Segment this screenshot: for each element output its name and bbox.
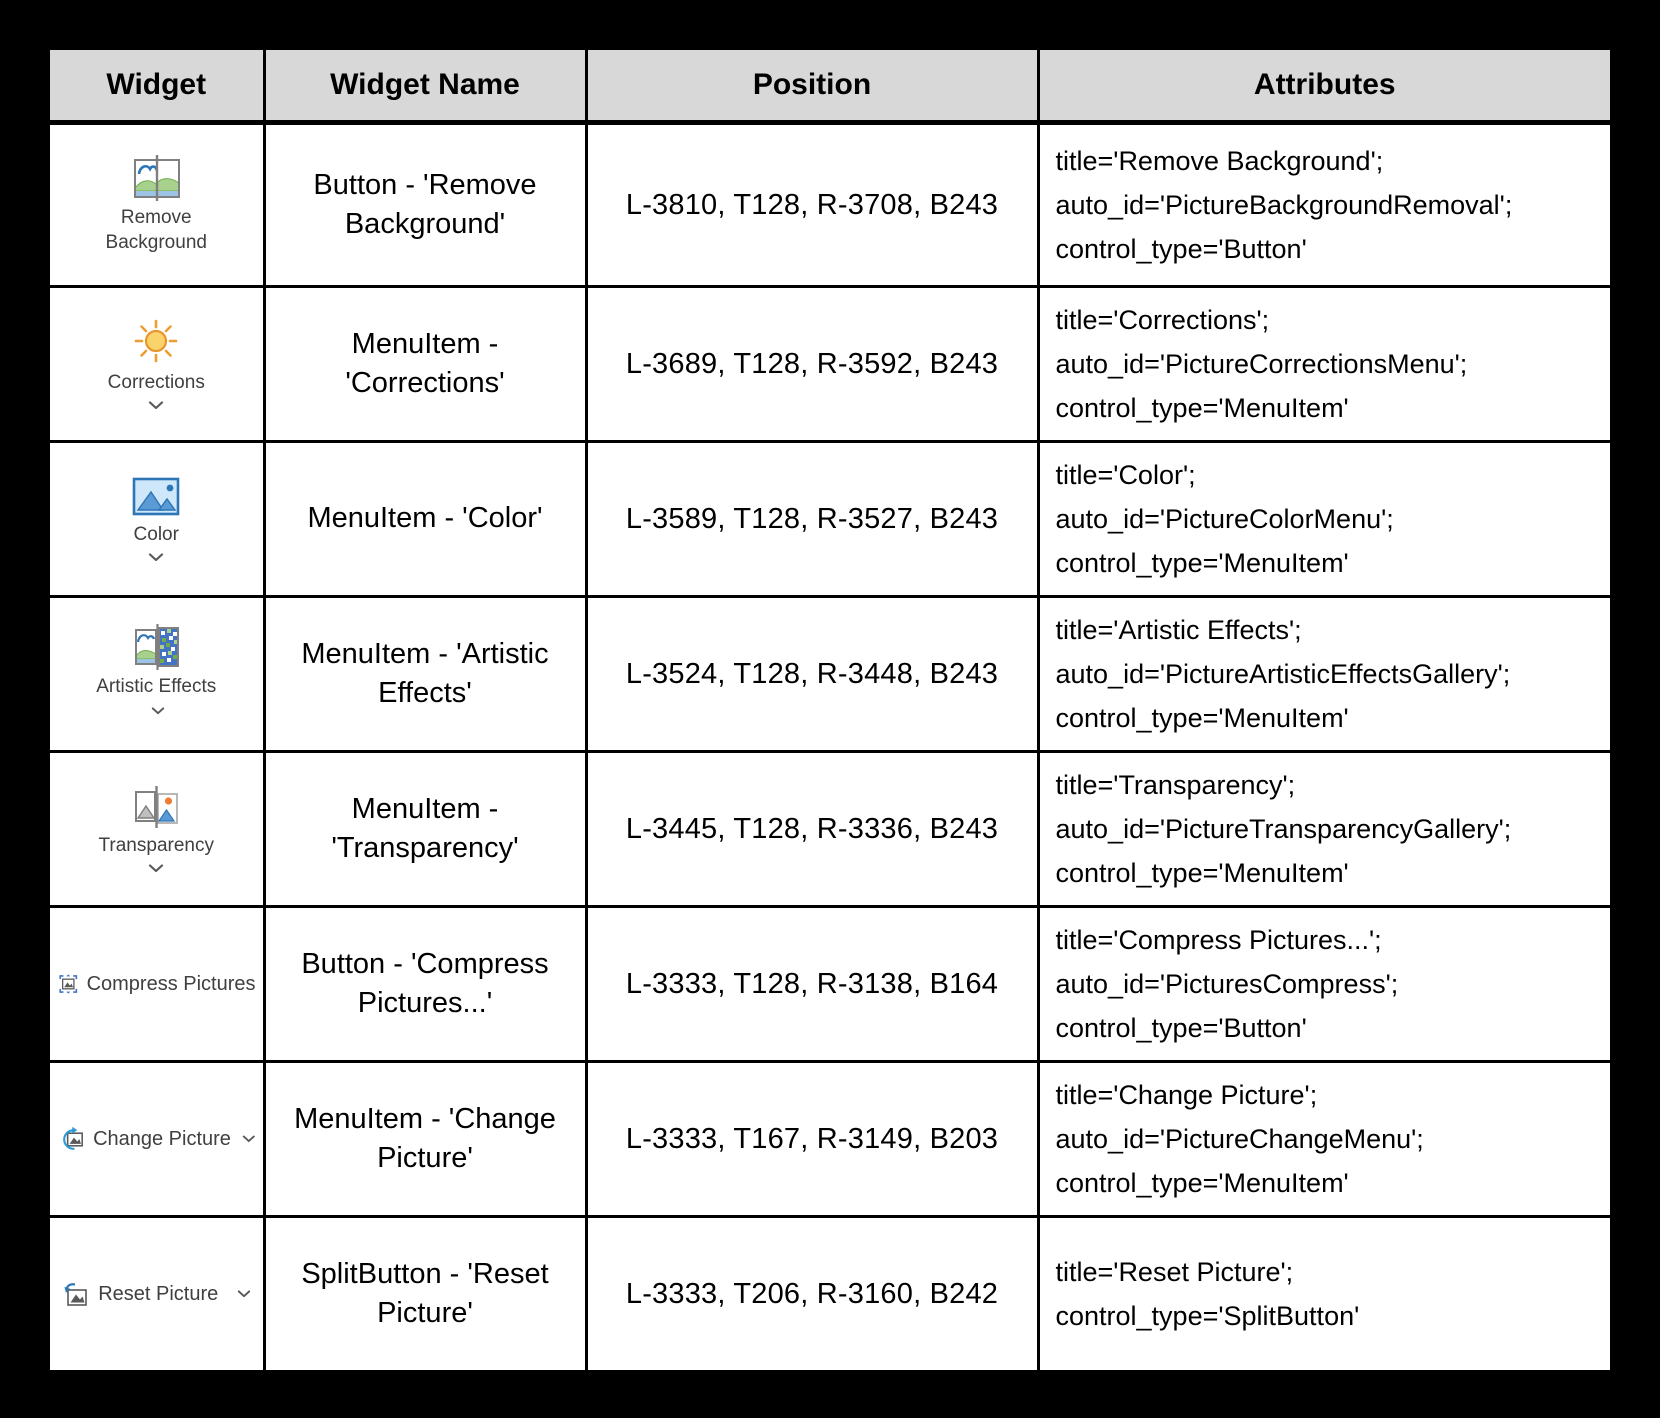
table-row xyxy=(47,907,1613,1062)
widget-cell xyxy=(47,1062,264,1217)
attributes-cell xyxy=(1038,1217,1613,1374)
widget-icon-label: Color xyxy=(133,524,179,546)
widget-name-cell: MenuItem - 'Color' xyxy=(264,442,586,597)
table-row xyxy=(47,287,1613,442)
widget-documentation-table xyxy=(44,44,1616,1376)
position-cell: L-3333, T128, R-3138, B164 xyxy=(586,907,1038,1062)
table-row xyxy=(47,1062,1613,1217)
header-widget: Widget xyxy=(47,47,264,123)
position-cell: L-3445, T128, R-3336, B243 xyxy=(586,752,1038,907)
widget-name-cell: Button - 'Compress Pictures...' xyxy=(264,907,586,1062)
table-row xyxy=(47,442,1613,597)
color-picture-icon xyxy=(130,476,182,518)
header-widget-name: Widget Name xyxy=(264,47,586,123)
attribute-control-type: control_type='MenuItem' xyxy=(1055,393,1349,423)
artistic-effects-icon xyxy=(129,624,183,670)
remove-background-icon xyxy=(129,155,183,201)
widget-cell xyxy=(47,442,264,597)
position-cell: L-3333, T206, R-3160, B242 xyxy=(586,1217,1038,1374)
attribute-control-type: control_type='MenuItem' xyxy=(1055,1168,1349,1198)
chevron-down-icon xyxy=(148,864,164,873)
attribute-auto-id: auto_id='PictureCorrectionsMenu'; xyxy=(1055,349,1468,379)
widget-cell xyxy=(47,597,264,752)
position-cell: L-3333, T167, R-3149, B203 xyxy=(586,1062,1038,1217)
widget-name-cell: MenuItem - 'Change Picture' xyxy=(264,1062,586,1217)
widget-icon-label: Compress Pictures xyxy=(86,972,256,995)
widget-icon-label: Reset Picture xyxy=(98,1282,219,1305)
transparency-icon xyxy=(130,785,182,829)
attributes-cell xyxy=(1038,442,1613,597)
header-position: Position xyxy=(586,47,1038,123)
attribute-title: title='Corrections'; xyxy=(1055,305,1270,335)
attribute-auto-id: auto_id='PictureChangeMenu'; xyxy=(1055,1124,1424,1154)
table-row xyxy=(47,123,1613,287)
attribute-auto-id: auto_id='PictureColorMenu'; xyxy=(1055,504,1394,534)
widget-cell xyxy=(47,287,264,442)
widget-icon-label: Artistic Effects xyxy=(96,675,217,697)
widget-cell xyxy=(47,752,264,907)
table-row xyxy=(47,597,1613,752)
widget-icon-label: Remove Background xyxy=(105,206,207,253)
widget-name-cell: MenuItem - 'Transparency' xyxy=(264,752,586,907)
attribute-auto-id: auto_id='PicturesCompress'; xyxy=(1055,969,1399,999)
attribute-control-type: control_type='Button' xyxy=(1055,234,1307,264)
widget-cell xyxy=(47,907,264,1062)
change-picture-icon xyxy=(57,1126,86,1153)
chevron-down-icon xyxy=(151,707,165,715)
attribute-auto-id: auto_id='PictureArtisticEffectsGallery'; xyxy=(1055,659,1511,689)
widget-name-cell: Button - 'Remove Background' xyxy=(264,123,586,287)
position-cell: L-3689, T128, R-3592, B243 xyxy=(586,287,1038,442)
attributes-cell xyxy=(1038,123,1613,287)
chevron-down-icon xyxy=(237,1290,251,1298)
widget-name-cell: MenuItem - 'Artistic Effects' xyxy=(264,597,586,752)
widget-cell xyxy=(47,1217,264,1374)
attribute-title: title='Remove Background'; xyxy=(1055,146,1384,176)
widget-name-cell: MenuItem - 'Corrections' xyxy=(264,287,586,442)
attributes-cell xyxy=(1038,752,1613,907)
corrections-sun-icon xyxy=(132,318,180,366)
header-attributes: Attributes xyxy=(1038,47,1613,123)
attribute-title: title='Artistic Effects'; xyxy=(1055,615,1302,645)
header-row xyxy=(47,47,1613,123)
attribute-control-type: control_type='MenuItem' xyxy=(1055,858,1349,888)
position-cell: L-3524, T128, R-3448, B243 xyxy=(586,597,1038,752)
attributes-cell xyxy=(1038,907,1613,1062)
attribute-auto-id: auto_id='PictureTransparencyGallery'; xyxy=(1055,814,1512,844)
widget-icon-label: Transparency xyxy=(98,835,214,857)
widget-icon-label: Change Picture xyxy=(93,1127,231,1150)
position-cell: L-3810, T128, R-3708, B243 xyxy=(586,123,1038,287)
attributes-cell xyxy=(1038,1062,1613,1217)
reset-picture-icon xyxy=(61,1281,91,1308)
attribute-control-type: control_type='MenuItem' xyxy=(1055,548,1349,578)
chevron-down-icon xyxy=(148,553,164,562)
attribute-title: title='Change Picture'; xyxy=(1055,1080,1318,1110)
attribute-title: title='Color'; xyxy=(1055,460,1196,490)
chevron-down-icon xyxy=(242,1135,256,1143)
attribute-title: title='Reset Picture'; xyxy=(1055,1257,1294,1287)
attributes-cell xyxy=(1038,287,1613,442)
attribute-auto-id: auto_id='PictureBackgroundRemoval'; xyxy=(1055,190,1513,220)
widget-cell xyxy=(47,123,264,287)
position-cell: L-3589, T128, R-3527, B243 xyxy=(586,442,1038,597)
attribute-title: title='Transparency'; xyxy=(1055,770,1296,800)
widget-icon-label: Corrections xyxy=(107,372,205,394)
table-row xyxy=(47,752,1613,907)
attribute-title: title='Compress Pictures...'; xyxy=(1055,925,1382,955)
chevron-down-icon xyxy=(148,401,164,410)
attribute-control-type: control_type='MenuItem' xyxy=(1055,703,1349,733)
table-row xyxy=(47,1217,1613,1374)
attributes-cell xyxy=(1038,597,1613,752)
widget-name-cell: SplitButton - 'Reset Picture' xyxy=(264,1217,586,1374)
compress-pictures-icon xyxy=(57,970,80,998)
attribute-control-type: control_type='SplitButton' xyxy=(1055,1301,1360,1331)
attribute-control-type: control_type='Button' xyxy=(1055,1013,1307,1043)
